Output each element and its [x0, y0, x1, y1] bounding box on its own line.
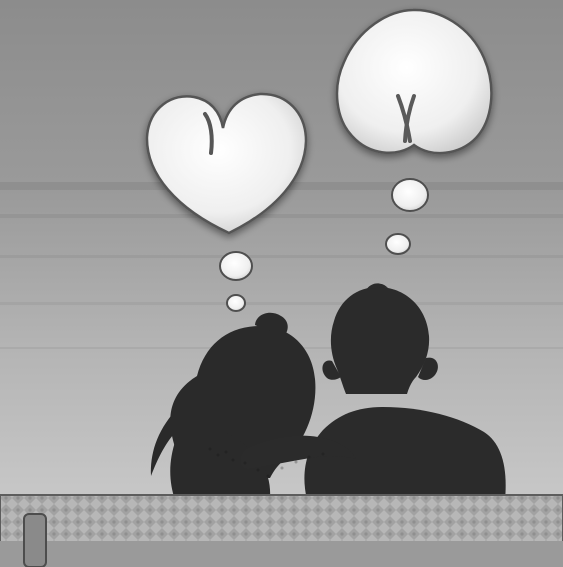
bench-lower-bar — [0, 541, 563, 567]
bench-back-bar — [0, 495, 563, 543]
left-trail-bubble-large — [220, 252, 252, 280]
bench-left-post — [24, 514, 46, 567]
left-trail-bubble-small — [227, 295, 245, 311]
bench — [0, 495, 563, 567]
right-trail-bubble-large — [392, 179, 428, 211]
man-head — [331, 287, 429, 394]
right-trail-bubble-small — [386, 234, 410, 254]
